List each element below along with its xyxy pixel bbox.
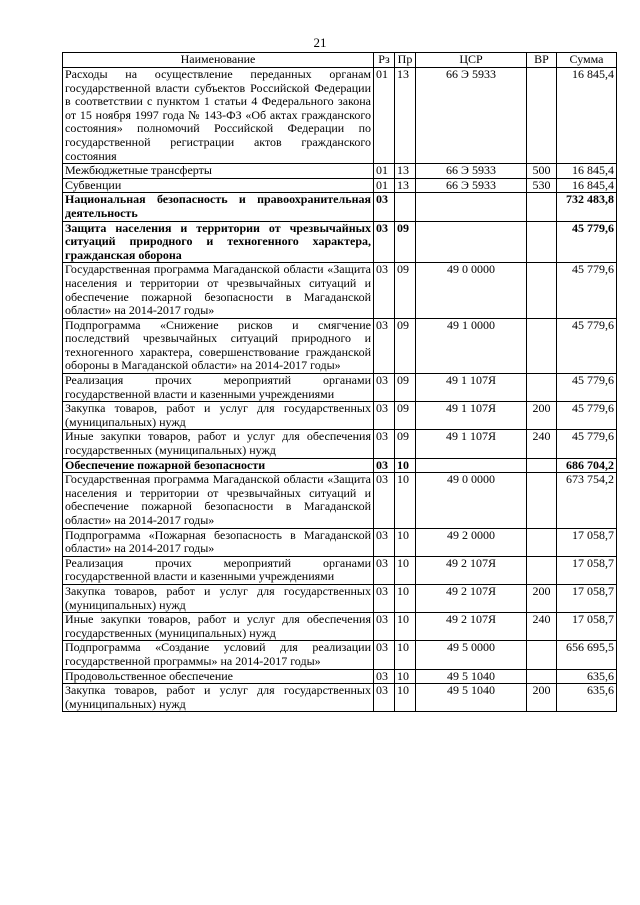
cell-vr: 240 (527, 613, 557, 641)
cell-vr (527, 263, 557, 318)
cell-pr: 13 (395, 68, 416, 164)
cell-vr (527, 473, 557, 528)
cell-sum: 686 704,2 (557, 458, 617, 473)
cell-rz: 03 (374, 221, 395, 263)
budget-table (62, 52, 617, 712)
header-name: Наименование (63, 53, 374, 68)
cell-csr: 49 5 1040 (416, 684, 527, 712)
cell-sum: 45 779,6 (557, 374, 617, 402)
cell-rz: 03 (374, 193, 395, 221)
cell-csr: 49 0 0000 (416, 473, 527, 528)
cell-csr: 66 Э 5933 (416, 68, 527, 164)
cell-csr (416, 458, 527, 473)
cell-vr (527, 528, 557, 556)
cell-name: Закупка товаров, работ и услуг для государственных (муниципальных) нужд (63, 584, 374, 612)
cell-csr: 66 Э 5933 (416, 178, 527, 193)
cell-pr: 09 (395, 374, 416, 402)
table-row (63, 263, 617, 318)
cell-csr: 49 5 1040 (416, 669, 527, 684)
cell-rz: 03 (374, 684, 395, 712)
table-header-row (63, 53, 617, 68)
cell-rz: 03 (374, 528, 395, 556)
cell-name: Обеспечение пожарной безопасности (63, 458, 374, 473)
cell-rz: 03 (374, 669, 395, 684)
cell-rz: 03 (374, 263, 395, 318)
cell-rz: 01 (374, 178, 395, 193)
cell-sum: 17 058,7 (557, 556, 617, 584)
cell-sum: 17 058,7 (557, 584, 617, 612)
cell-name: Подпрограмма «Снижение рисков и смягчение последствий чрезвычайных ситуаций природного и техногенного характера, совершенствование гражданской обороны в Магаданской области» на 2014-2017 годы» (63, 318, 374, 373)
cell-pr: 10 (395, 669, 416, 684)
table-row (63, 402, 617, 430)
header-vr: ВР (527, 53, 557, 68)
cell-csr: 66 Э 5933 (416, 164, 527, 179)
cell-pr: 10 (395, 613, 416, 641)
cell-name: Реализация прочих мероприятий органами государственной власти и казенными учреждениями (63, 556, 374, 584)
cell-rz: 01 (374, 68, 395, 164)
table-row-section (63, 221, 617, 263)
cell-name: Расходы на осуществление переданных органам государственной власти субъектов Российской Федерации в соответствии с пунктом 1 статьи 4 Федерального закона от 15 ноября 1997 года № 143-ФЗ «Об актах гражданского состояния» полномочий Российской Федерации по государственной регистрации актов гражданского состояния (63, 68, 374, 164)
cell-csr: 49 5 0000 (416, 641, 527, 669)
cell-sum: 16 845,4 (557, 68, 617, 164)
table-row (63, 684, 617, 712)
cell-name: Продовольственное обеспечение (63, 669, 374, 684)
cell-vr (527, 318, 557, 373)
page-number: 21 (313, 35, 327, 50)
cell-rz: 03 (374, 556, 395, 584)
header-csr: ЦСР (416, 53, 527, 68)
cell-rz: 03 (374, 458, 395, 473)
cell-csr: 49 0 0000 (416, 263, 527, 318)
cell-sum: 45 779,6 (557, 318, 617, 373)
cell-csr: 49 1 107Я (416, 402, 527, 430)
cell-csr: 49 1 0000 (416, 318, 527, 373)
cell-pr: 13 (395, 164, 416, 179)
cell-csr: 49 2 107Я (416, 556, 527, 584)
table-row (63, 68, 617, 164)
cell-name: Закупка товаров, работ и услуг для государственных (муниципальных) нужд (63, 684, 374, 712)
cell-sum: 16 845,4 (557, 178, 617, 193)
header-sum: Сумма (557, 53, 617, 68)
cell-pr: 09 (395, 318, 416, 373)
cell-name: Защита населения и территории от чрезвычайных ситуаций природного и техногенного характера, гражданская оборона (63, 221, 374, 263)
cell-vr: 500 (527, 164, 557, 179)
cell-rz: 03 (374, 473, 395, 528)
cell-sum: 17 058,7 (557, 528, 617, 556)
cell-vr: 200 (527, 584, 557, 612)
cell-csr: 49 2 107Я (416, 613, 527, 641)
cell-pr: 10 (395, 528, 416, 556)
cell-sum: 45 779,6 (557, 430, 617, 458)
cell-name: Иные закупки товаров, работ и услуг для обеспечения государственных (муниципальных) нужд (63, 430, 374, 458)
cell-csr: 49 2 107Я (416, 584, 527, 612)
cell-vr (527, 374, 557, 402)
cell-name: Иные закупки товаров, работ и услуг для обеспечения государственных (муниципальных) нужд (63, 613, 374, 641)
cell-csr: 49 2 0000 (416, 528, 527, 556)
cell-rz: 03 (374, 613, 395, 641)
table-row (63, 318, 617, 373)
cell-sum: 635,6 (557, 684, 617, 712)
cell-pr: 10 (395, 473, 416, 528)
cell-name: Реализация прочих мероприятий органами государственной власти и казенными учреждениями (63, 374, 374, 402)
cell-sum: 17 058,7 (557, 613, 617, 641)
cell-pr: 10 (395, 458, 416, 473)
cell-name: Подпрограмма «Создание условий для реализации государственной программы» на 2014-2017 годы» (63, 641, 374, 669)
table-row (63, 528, 617, 556)
table-row (63, 430, 617, 458)
table-row (63, 584, 617, 612)
cell-vr (527, 669, 557, 684)
cell-rz: 01 (374, 164, 395, 179)
cell-sum: 45 779,6 (557, 263, 617, 318)
table-row (63, 178, 617, 193)
cell-vr: 240 (527, 430, 557, 458)
cell-sum: 656 695,5 (557, 641, 617, 669)
cell-sum: 16 845,4 (557, 164, 617, 179)
table-row (63, 374, 617, 402)
cell-pr: 09 (395, 430, 416, 458)
cell-vr (527, 68, 557, 164)
cell-vr: 200 (527, 402, 557, 430)
cell-pr: 09 (395, 263, 416, 318)
cell-rz: 03 (374, 402, 395, 430)
cell-rz: 03 (374, 430, 395, 458)
cell-name: Субвенции (63, 178, 374, 193)
cell-name: Межбюджетные трансферты (63, 164, 374, 179)
cell-pr: 10 (395, 641, 416, 669)
table-row (63, 164, 617, 179)
table-row (63, 556, 617, 584)
cell-csr: 49 1 107Я (416, 374, 527, 402)
cell-rz: 03 (374, 318, 395, 373)
cell-sum: 635,6 (557, 669, 617, 684)
cell-name: Подпрограмма «Пожарная безопасность в Магаданской области» на 2014-2017 годы» (63, 528, 374, 556)
table-row-section (63, 458, 617, 473)
cell-sum: 45 779,6 (557, 221, 617, 263)
cell-pr: 13 (395, 178, 416, 193)
cell-name: Национальная безопасность и правоохранительная деятельность (63, 193, 374, 221)
cell-name: Закупка товаров, работ и услуг для государственных (муниципальных) нужд (63, 402, 374, 430)
cell-pr (395, 193, 416, 221)
cell-vr (527, 556, 557, 584)
cell-rz: 03 (374, 641, 395, 669)
cell-pr: 09 (395, 221, 416, 263)
cell-vr (527, 221, 557, 263)
cell-sum: 45 779,6 (557, 402, 617, 430)
table-row-section (63, 193, 617, 221)
cell-name: Государственная программа Магаданской области «Защита населения и территории от чрезвычайных ситуаций и обеспечение пожарной безопасности в Магаданской области» на 2014-2017 годы» (63, 473, 374, 528)
cell-sum: 673 754,2 (557, 473, 617, 528)
cell-pr: 10 (395, 556, 416, 584)
cell-vr: 200 (527, 684, 557, 712)
header-pr: Пр (395, 53, 416, 68)
cell-vr (527, 193, 557, 221)
cell-pr: 10 (395, 684, 416, 712)
cell-rz: 03 (374, 374, 395, 402)
cell-csr (416, 193, 527, 221)
cell-vr (527, 458, 557, 473)
cell-name: Государственная программа Магаданской области «Защита населения и территории от чрезвычайных ситуаций и обеспечение пожарной безопасности в Магаданской области» на 2014-2017 годы» (63, 263, 374, 318)
cell-sum: 732 483,8 (557, 193, 617, 221)
table-row (63, 669, 617, 684)
header-rz: Рз (374, 53, 395, 68)
cell-rz: 03 (374, 584, 395, 612)
table-row (63, 641, 617, 669)
cell-csr (416, 221, 527, 263)
cell-csr: 49 1 107Я (416, 430, 527, 458)
table-row (63, 473, 617, 528)
table-row (63, 613, 617, 641)
cell-pr: 09 (395, 402, 416, 430)
cell-vr (527, 641, 557, 669)
cell-vr: 530 (527, 178, 557, 193)
cell-pr: 10 (395, 584, 416, 612)
